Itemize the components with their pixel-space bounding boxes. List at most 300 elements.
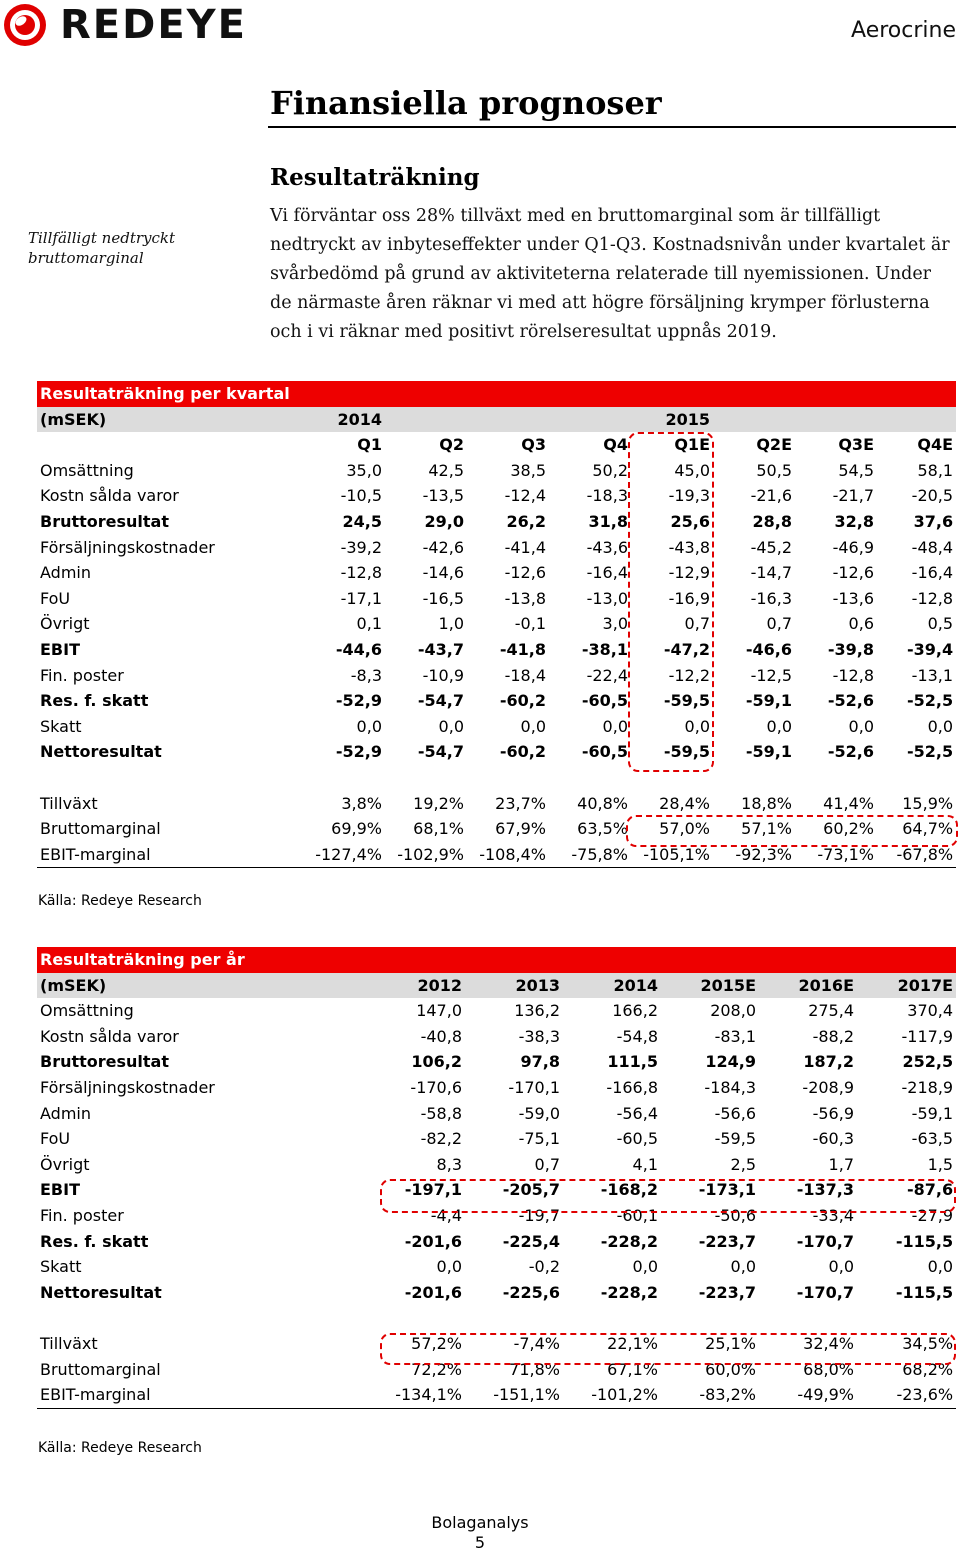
value-cell: 106,2 [411,1052,462,1072]
value-cell: -41,8 [499,639,546,659]
value-cell: 2,5 [730,1154,756,1174]
value-cell: -21,6 [750,486,792,506]
quarterly-2015-highlight [628,432,714,772]
quarter-header: Q3 [521,435,546,455]
value-cell: 29,0 [424,511,464,531]
section-title: Resultaträkning [270,164,480,191]
value-cell: -52,9 [335,742,382,762]
value-cell: 15,9% [902,793,954,813]
value-cell: 60,2% [823,819,874,839]
value-cell: -115,5 [895,1231,954,1251]
value-cell: 1,0 [438,614,464,634]
value-cell: -33,4 [812,1205,854,1225]
value-cell: -48,4 [911,537,954,557]
value-cell: -12,8 [340,563,382,583]
year-header: 2012 [367,973,465,999]
spacer-row [37,1305,956,1331]
value-cell: -59,5 [714,1129,756,1149]
value-cell: -59,1 [745,691,792,711]
value-cell: 28,8 [752,511,792,531]
value-cell: -42,6 [422,537,464,557]
value-cell: -19,7 [518,1205,560,1225]
year-header [713,407,795,433]
value-cell: -10,5 [340,486,382,506]
year-header: 2015 [631,407,713,433]
value-cell: -40,8 [420,1026,462,1046]
table-row [37,1152,956,1178]
value-cell: 32,4% [803,1333,854,1353]
value-cell: -88,2 [812,1026,854,1046]
value-cell: -0,2 [528,1257,560,1277]
value-cell: -117,9 [901,1026,954,1046]
row-label: Övrigt [40,1154,90,1174]
value-cell: -12,6 [504,563,546,583]
row-label: Bruttoresultat [40,1052,169,1072]
row-label: Bruttoresultat [40,511,169,531]
value-cell: -13,6 [832,588,874,608]
value-cell: 0,6 [848,614,874,634]
value-cell: 24,5 [342,511,382,531]
value-cell: -59,5 [663,742,710,762]
value-cell: 18,8% [741,793,792,813]
value-cell: 275,4 [808,1001,854,1021]
value-cell: 26,2 [506,511,546,531]
value-cell: 136,2 [514,1001,560,1021]
row-label: Bruttomarginal [40,819,161,839]
value-cell: -60,1 [616,1205,658,1225]
table-header-row [37,973,956,999]
table-row [37,688,956,714]
value-cell: -16,3 [750,588,792,608]
value-cell: -56,9 [812,1103,854,1123]
value-cell: -83,1 [714,1026,756,1046]
value-cell: -12,6 [832,563,874,583]
empty-cell [37,432,303,458]
page-title: Finansiella prognoser [270,84,662,122]
row-label: Kostn sålda varor [40,486,179,506]
value-cell: -27,9 [911,1205,954,1225]
value-cell: -102,9% [385,842,467,868]
value-cell: 41,4% [823,793,874,813]
unit-label: (mSEK) [37,407,303,433]
annual-source-note: Källa: Redeye Research [38,1440,202,1456]
year-header [385,407,467,433]
value-cell: -73,1% [795,842,877,868]
value-cell: 124,9 [705,1052,756,1072]
value-cell: -101,2% [563,1382,661,1408]
value-cell: -67,8% [877,842,956,868]
table-row [37,1101,956,1127]
quarter-header: Q2E [756,435,792,455]
company-name: Aerocrine [851,18,956,43]
value-cell: -60,5 [581,691,628,711]
value-cell: -59,1 [745,742,792,762]
table-row [37,560,956,586]
value-cell: -54,8 [616,1026,658,1046]
value-cell: 64,7% [902,819,954,839]
value-cell: -75,8% [549,842,631,868]
value-cell: 57,2% [411,1333,462,1353]
row-label: Kostn sålda varor [40,1026,179,1046]
ratio-row [37,1382,956,1408]
value-cell: -7,4% [513,1333,560,1353]
value-cell: 0,0 [927,716,954,736]
row-label: Skatt [40,716,82,736]
value-cell: -170,7 [796,1282,854,1302]
table-title: Resultaträkning per år [37,947,956,973]
value-cell: 4,1 [632,1154,658,1174]
year-header: 2017E [857,973,956,999]
value-cell: -13,1 [911,665,954,685]
quarter-header-row [37,432,956,458]
value-cell: -75,1 [518,1129,560,1149]
year-header [795,407,877,433]
value-cell: -173,1 [698,1180,756,1200]
value-cell: 68,1% [413,819,464,839]
ratio-row [37,791,956,817]
value-cell: -39,4 [906,639,954,659]
value-cell: -197,1 [404,1180,462,1200]
table-row [37,1229,956,1255]
value-cell: -12,2 [668,665,710,685]
table-row [37,483,956,509]
quarterly-source-note: Källa: Redeye Research [38,893,202,909]
value-cell: -228,2 [600,1282,658,1302]
table-row [37,1280,956,1306]
value-cell: -19,3 [668,486,710,506]
value-cell: 0,7 [534,1154,560,1174]
title-rule [268,126,956,128]
table-row [37,1075,956,1101]
value-cell: -21,7 [832,486,874,506]
value-cell: -13,5 [422,486,464,506]
row-label: Res. f. skatt [40,691,149,711]
value-cell: 37,6 [913,511,954,531]
value-cell: 34,5% [902,1333,954,1353]
table-row [37,1049,956,1075]
value-cell: 0,0 [438,716,464,736]
value-cell: 0,0 [730,1257,756,1277]
value-cell: -60,5 [581,742,628,762]
value-cell: 63,5% [577,819,628,839]
row-label: Försäljningskostnader [40,537,215,557]
value-cell: 68,2% [902,1359,954,1379]
value-cell: -14,7 [750,563,792,583]
value-cell: 57,1% [741,819,792,839]
value-cell: 3,8% [341,793,382,813]
brand-name: REDEYE [60,2,247,48]
value-cell: -18,3 [586,486,628,506]
value-cell: 42,5 [428,460,464,480]
value-cell: -223,7 [698,1282,756,1302]
value-cell: 8,3 [436,1154,462,1174]
value-cell: 0,0 [828,1257,854,1277]
value-cell: 38,5 [510,460,546,480]
quarter-header: Q1E [674,435,710,455]
year-header: 2014 [563,973,661,999]
row-label: Övrigt [40,614,90,634]
year-header [549,407,631,433]
table-row [37,458,956,484]
table-row [37,611,956,637]
value-cell: 166,2 [612,1001,658,1021]
value-cell: -170,7 [796,1231,854,1251]
value-cell: -16,9 [668,588,710,608]
value-cell: 0,7 [766,614,792,634]
row-label: Nettoresultat [40,1282,162,1302]
intro-paragraph: Vi förväntar oss 28% tillväxt med en bruttomarginal som är tillfälligt nedtryckt av inbyteseffekter under Q1-Q3. Kostnadsnivån under kvartalet är svårbedömd på grund av aktiviteterna relaterade till nyemissionen. Under de närmaste åren räknar vi med att högre försäljning krymper förlusterna och i vi räknar med positivt rörelseresultat uppnås 2019. [270,206,950,342]
gross-margin-highlight [626,815,958,847]
table-row [37,714,956,740]
page-number: 5 [474,1533,486,1552]
table-row [37,739,956,765]
value-cell: -49,9% [759,1382,857,1408]
value-cell: 0,0 [632,1257,658,1277]
row-label: Fin. poster [40,1205,124,1225]
value-cell: -60,5 [616,1129,658,1149]
value-cell: -225,4 [502,1231,560,1251]
table-row [37,1024,956,1050]
value-cell: 69,9% [331,819,382,839]
row-label: Omsättning [40,1001,134,1021]
value-cell: -134,1% [367,1382,465,1408]
value-cell: -82,2 [420,1129,462,1149]
value-cell: -168,2 [600,1180,658,1200]
unit-label: (mSEK) [37,973,367,999]
row-label: FoU [40,588,71,608]
value-cell: 0,0 [436,1257,462,1277]
value-cell: -170,1 [508,1077,560,1097]
spacer-cell [37,1305,956,1331]
value-cell: 252,5 [902,1052,954,1072]
value-cell: -92,3% [713,842,795,868]
row-label: Admin [40,1103,91,1123]
value-cell: 187,2 [803,1052,854,1072]
value-cell: 19,2% [413,793,464,813]
value-cell: -59,5 [663,691,710,711]
table-row [37,663,956,689]
value-cell: -87,6 [906,1180,954,1200]
value-cell: -105,1% [631,842,713,868]
value-cell: -205,7 [502,1180,560,1200]
value-cell: 0,0 [766,716,792,736]
value-cell: 67,1% [607,1359,658,1379]
row-label: Skatt [40,1257,82,1277]
value-cell: -166,8 [606,1077,658,1097]
value-cell: 45,0 [674,460,710,480]
value-cell: -43,8 [668,537,710,557]
value-cell: -14,6 [422,563,464,583]
quarter-header: Q4E [917,435,954,455]
value-cell: -45,2 [750,537,792,557]
table-row [37,998,956,1024]
value-cell: 25,1% [705,1333,756,1353]
annual-ebit-highlight [380,1179,956,1213]
value-cell: -20,5 [911,486,954,506]
value-cell: -10,9 [422,665,464,685]
row-label: EBIT [40,1180,80,1200]
year-header [467,407,549,433]
value-cell: 54,5 [838,460,874,480]
value-cell: -17,1 [340,588,382,608]
value-cell: -12,8 [832,665,874,685]
value-cell: -41,4 [504,537,546,557]
value-cell: 111,5 [607,1052,658,1072]
value-cell: -201,6 [404,1282,462,1302]
table-title-row [37,947,956,973]
value-cell: -12,4 [504,486,546,506]
value-cell: -218,9 [901,1077,954,1097]
value-cell: -38,3 [518,1026,560,1046]
value-cell: -60,2 [499,691,546,711]
table-title-row [37,381,956,407]
value-cell: 0,5 [927,614,954,634]
row-label: Fin. poster [40,665,124,685]
value-cell: -44,6 [335,639,382,659]
spacer-cell [37,765,956,791]
year-header: 2013 [465,973,563,999]
annual-growth-highlight [380,1333,956,1365]
value-cell: -59,0 [518,1103,560,1123]
quarterly-income-table [37,381,956,868]
value-cell: 0,0 [356,716,382,736]
value-cell: -201,6 [404,1231,462,1251]
value-cell: 50,2 [592,460,628,480]
value-cell: -58,8 [420,1103,462,1123]
spacer-row [37,765,956,791]
value-cell: -0,1 [514,614,546,634]
side-note: Tillfälligt nedtryckt bruttomarginal [28,229,176,267]
value-cell: 25,6 [670,511,710,531]
year-header [877,407,956,433]
value-cell: -39,2 [340,537,382,557]
year-header: 2015E [661,973,759,999]
value-cell: 28,4% [659,793,710,813]
value-cell: 1,7 [828,1154,854,1174]
value-cell: -23,6% [857,1382,956,1408]
value-cell: -59,1 [911,1103,954,1123]
quarter-header: Q2 [439,435,464,455]
value-cell: 0,0 [684,716,710,736]
table-row [37,535,956,561]
value-cell: -52,6 [827,742,874,762]
value-cell: -223,7 [698,1231,756,1251]
table-row [37,509,956,535]
row-label: FoU [40,1129,71,1149]
value-cell: -43,6 [586,537,628,557]
value-cell: -208,9 [802,1077,854,1097]
footer-label: Bolaganalys [431,1513,529,1532]
value-cell: 208,0 [710,1001,756,1021]
value-cell: -8,3 [350,665,382,685]
value-cell: 50,5 [756,460,792,480]
value-cell: -170,6 [410,1077,462,1097]
value-cell: -225,6 [502,1282,560,1302]
value-cell: -137,3 [796,1180,854,1200]
value-cell: 0,0 [848,716,874,736]
value-cell: -108,4% [467,842,549,868]
value-cell: -52,6 [827,691,874,711]
value-cell: 68,0% [803,1359,854,1379]
value-cell: 67,9% [495,819,546,839]
year-header: 2016E [759,973,857,999]
value-cell: -12,5 [750,665,792,685]
table-row [37,1126,956,1152]
value-cell: -52,9 [335,691,382,711]
row-label: EBIT-marginal [37,842,303,868]
row-label: Res. f. skatt [40,1231,149,1251]
value-cell: 22,1% [607,1333,658,1353]
row-label: Bruttomarginal [40,1359,161,1379]
value-cell: 72,2% [411,1359,462,1379]
value-cell: 40,8% [577,793,628,813]
value-cell: -13,8 [504,588,546,608]
value-cell: -18,4 [504,665,546,685]
value-cell: -127,4% [303,842,385,868]
value-cell: -52,5 [906,691,954,711]
value-cell: -47,2 [663,639,710,659]
value-cell: -56,6 [714,1103,756,1123]
value-cell: -54,7 [417,742,464,762]
value-cell: -83,2% [661,1382,759,1408]
row-label: Tillväxt [40,1333,98,1353]
value-cell: 97,8 [520,1052,560,1072]
row-label: EBIT-marginal [37,1382,367,1408]
row-label: Nettoresultat [40,742,162,762]
value-cell: -43,7 [417,639,464,659]
value-cell: 0,0 [927,1257,954,1277]
value-cell: -12,8 [911,588,954,608]
row-label: Admin [40,563,91,583]
value-cell: -12,9 [668,563,710,583]
value-cell: -46,6 [745,639,792,659]
value-cell: -54,7 [417,691,464,711]
value-cell: -52,5 [906,742,954,762]
value-cell: 3,0 [602,614,628,634]
value-cell: -50,6 [714,1205,756,1225]
table-header-row [37,407,956,433]
value-cell: 31,8 [588,511,628,531]
value-cell: -38,1 [581,639,628,659]
redeye-eye-icon [2,2,48,48]
row-label: Tillväxt [40,793,98,813]
table-row [37,637,956,663]
value-cell: 35,0 [346,460,382,480]
quarter-header: Q4 [603,435,628,455]
value-cell: -56,4 [616,1103,658,1123]
value-cell: 0,1 [356,614,382,634]
value-cell: -16,4 [586,563,628,583]
value-cell: -63,5 [911,1129,954,1149]
value-cell: 58,1 [917,460,954,480]
value-cell: 370,4 [907,1001,954,1021]
value-cell: -39,8 [827,639,874,659]
value-cell: -184,3 [704,1077,756,1097]
value-cell: -13,0 [586,588,628,608]
value-cell: 0,0 [602,716,628,736]
value-cell: 0,0 [520,716,546,736]
value-cell: -46,9 [832,537,874,557]
value-cell: 71,8% [509,1359,560,1379]
table-row [37,586,956,612]
row-label: EBIT [40,639,80,659]
value-cell: -16,4 [911,563,954,583]
page-footer [0,1513,960,1553]
value-cell: 147,0 [416,1001,462,1021]
value-cell: -4,4 [430,1205,462,1225]
value-cell: -115,5 [895,1282,954,1302]
redeye-logo [2,2,247,48]
